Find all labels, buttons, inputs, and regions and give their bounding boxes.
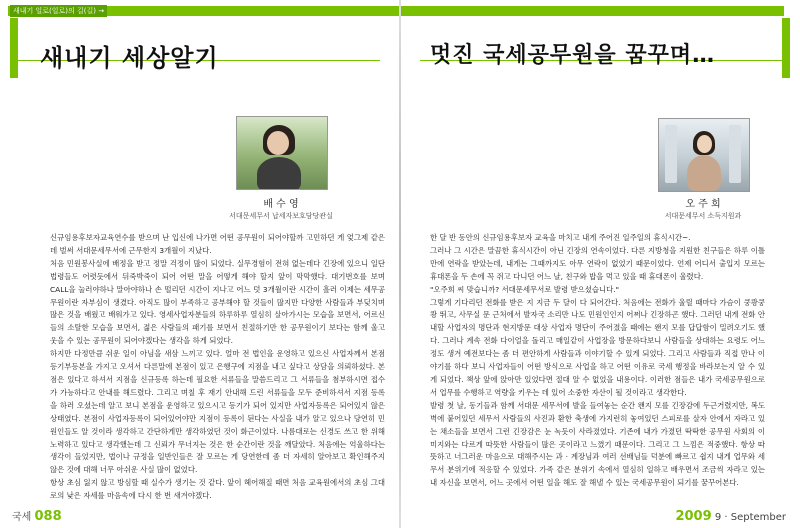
left-paragraph-2: 처음 민원봉사실에 배정을 받고 정말 걱정이 많이 되었다. 실무경험이 전혀 없는데다 긴장에 있으니 일단 법령들도 어렷듯에서 뒤죽박죽이 되어 어떤 말을 어떻게 해야 할지 앞이 막막했다. 대기번호를 보며 CALL을 눌러야하나 말아야하나 손 떨리던 시간이 지나고 어느 덧 3개월이란 시간이 흘러 이제는 세무공무원이란 자부심이 생겼다. 아직도 많이 부족하고 공부해야 할 것들이 많지만 다양한 사람들과 부딪치며 많은 것을 배웠고 배워가고 있다. 영세사업자분들의 하루하루 열심히 살아가시는 모습을 보면서, 어르신들의 소탈한 모습을 보면서, 젊은 사람들의 패기를 보면서 친절하기만 한 공무원이기 보다는 함께 울고 웃을 수 있는 공무원이 되어야겠다는 생각을 하게 되었다.: [50, 258, 385, 346]
page-year: 2009: [675, 509, 712, 524]
right-author-name: 오 주 희: [685, 199, 721, 210]
left-page-number: [12, 508, 62, 524]
left-author-name: 배 수 영: [263, 199, 299, 210]
right-paragraph-4: 그렇게 기다리던 전화를 받은 지 지금 두 달이 다 되어간다. 처음에는 전화가 울릴 때마다 가슴이 쿵쾅쿵쾅 뛰고, 사무실 문 근처에서 발자국 소리만 나도 민원인인지 어쩌나 긴장하곤 했다. 그러던 내게 전화 안내할 사업자의 명단과 현지방문 대상 사업자 명단이 주어졌을 때에는 왠지 모를 답답함이 밀려오기도 했다. 그러나 계속 전화 다이얼을 돌리고 매일같이 사업장을 방문하다보니 사람들을 상대하는 요령도 어느 정도 생겨 예전보다는 좀 더 편안하게 사람들과 이야기할 수 있게 되었다. 그리고 사람들과 직접 만나 이야기를 하다 보니 사업자들이 어떤 방식으로 사업을 하고 어떤 이유로 국세 행정을 바라보는지 알 수 있게 되었다. 책상 앞에 앉아만 있었다면 절대 알 수 없었을 내용이다. 이러한 점들은 내가 국세공무원으로서 업무를 수행하고 역량을 키우는 데 있어 소중한 자산이 될 것이라고 생각한다.: [430, 297, 765, 397]
top-accent-bar: [8, 6, 784, 16]
right-article-title: 멋진 국세공무원을 꿈꾸며…: [430, 43, 716, 68]
page-label: 국세: [12, 512, 32, 523]
left-accent-frame: [10, 18, 18, 78]
section-tag: 새내기 일로(일로)의 길(길) →: [10, 5, 107, 17]
right-paragraph-1: 한 달 반 동안의 신규임용후보자 교육을 마치고 내게 주어진 일주일의 휴식시간~.: [430, 233, 691, 242]
right-article-body: [430, 232, 765, 490]
right-paragraph-5: 발령 첫 날, 동기들과 함께 서대문 세무서에 발을 들여놓는 순간 왠지 모를 긴장감에 두근거렸지만, 복도 벽에 붙어있던 세무서 사람들의 사진과 환한 축생에 가지런히 놓여있던 스피로를 살자 안에서 자라고 있는 채소들을 보면서 그런 긴장감은 눈 녹듯이 사라졌었다. 기존에 내가 가졌던 딱딱한 공무원 사회의 이미지와는 다르게 따뜻한 사람들이 많은 곳이라고 느꼈기 때문이다. 그리고 그 느낌은 적중했다. 항상 따뜻하고 너그러운 마음으로 대해주시는 과 · 계장님과 여러 선배님들 덕분에 빠르고 쉽지 내게 업무와 세무서 분위기에 적응할 수 있었다. 가족 같은 분위기 속에서 열심히 일하고 배우면서 조금씩 자라고 있는 내 자신을 보면서, 어느 곳에서 어떤 일을 해도 잘 해낼 수 있는 국세공무원이 되기를 꿈꾸어본다.: [430, 400, 765, 488]
page-month: 9 · September: [714, 512, 786, 523]
page-number: 088: [34, 509, 62, 524]
right-accent-frame: [782, 18, 790, 78]
right-author-role: 서대문세무서 소득지원과: [664, 212, 742, 220]
left-paragraph-1: 신규임용후보자교육연수를 받으며 난 입신에 나가면 어떤 공무원이 되어야할까 고민하던 게 엊그제 같은데 벌써 서대문세무서에 근무한지 3개월이 지났다.: [50, 233, 385, 255]
left-author-photo: [236, 116, 328, 190]
left-author-role: 서대문세무서 납세자보호담당관실: [229, 212, 333, 220]
right-paragraph-3: "오주희 씨 맞습니까? 서대문세무서로 발령 받으셨습니다.": [430, 284, 620, 294]
right-paragraph-2: 그러나 그 시간은 말끔한 휴식시간이 아닌 긴장의 연속이었다. 다른 지방청을 지원한 친구들은 하루 이틀 만에 연락을 받았는데, 내게는 그때까지도 아무 연락이 없었기 때문이었다. 언제 어디서 출입지 모르는 휴대폰을 두 손에 꼭 쥐고 다니던 어느 날, 친구와 밥을 먹고 있을 때 휴대폰이 울렸다.: [430, 245, 765, 281]
right-author-photo: [658, 118, 750, 192]
page-gutter: [399, 0, 401, 528]
left-article-body: [50, 232, 385, 503]
left-paragraph-4: 항상 초심 잃지 않고 방심할 때 실수가 생기는 것 같다. 앞이 헤어해질 때면 처음 교육원에서의 초심 그대로의 낮은 자세를 마음속에 다시 한 번 새겨야겠다.: [50, 478, 385, 501]
left-article-title: 새내기 세상알기: [40, 44, 219, 72]
right-page-number: [675, 509, 786, 524]
left-paragraph-3: 하지만 다정만큼 쉬운 일이 아님을 새삼 느끼고 있다. 얼마 전 법인을 운영하고 있으신 사업자께서 본점 등기부등본을 가지고 오셔서 다른말에 본점이 있고 은행구에 지점을 내고 싶다고 상담을 의뢰하셨다. 본점은 있다고 하셔서 지점을 신규등록 하는데 필요한 서류들을 말씀드리고 그 서류들을 첨부하시면 접수가 가능하다고 안내를 해드렸다. 그리고 며칠 후 재기 안내해 드린 서류들을 모두 준비하셔서 지점 등록을 하러 오셨는데 알고 보니 본점을 운영하고 있으시고 등기가 되어 있지만 사업자등록은 되어있지 않은 상태였다. 본점이 사업자등록이 되어있어야만 지점이 등록이 된다는 사실을 내가 알고 있으나 당연히 민원인들도 알 것이라 생각하고 간단하게만 생각하였던 것이 화근이었다. 나름대로는 신경도 쓰고 한 위해 노력하고 있다고 생각했는데 그 신뢰가 무너지는 것은 한 순간이란 것을 깨달았다. 처음에는 억울하다는 생각이 들었지만, 법이나 규정을 일반인들은 잘 모르는 게 당연한데 좀 더 자세히 알아보고 확인해주지 않은 것에 대해 너무 아쉬운 사실 많이 없었다.: [50, 349, 385, 475]
